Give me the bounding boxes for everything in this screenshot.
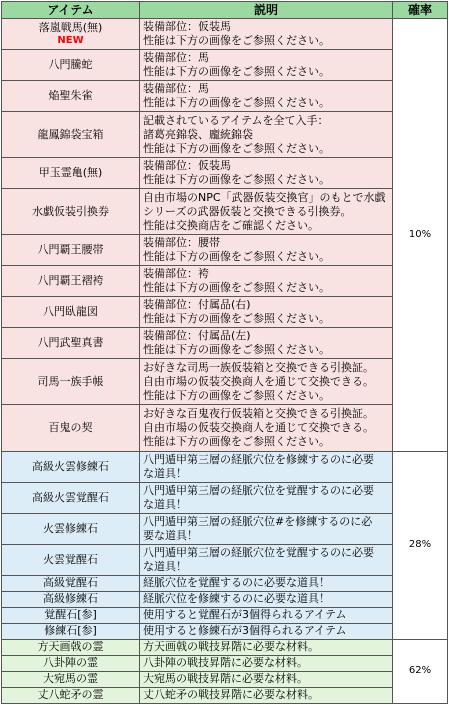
item-name: 甲玉霊亀(無)	[38, 166, 103, 180]
table-row	[2, 513, 448, 544]
item-name: 覚醒石[参]	[44, 608, 97, 622]
item-name-cell	[2, 655, 140, 671]
table-row	[2, 544, 448, 575]
table-row	[2, 591, 448, 607]
item-name-cell	[2, 544, 140, 575]
description-line: シリーズの武器仮装と交換できる引換券。	[143, 204, 352, 218]
item-name: 火雲覚醒石	[43, 552, 98, 566]
item-description-cell	[140, 297, 393, 328]
description-line: 自由市場の仮装交換商人を通じて交換できる。	[143, 374, 374, 388]
item-description-cell	[140, 235, 393, 266]
description-line: 性能は交換商店をご確認ください。	[143, 218, 319, 232]
item-description-cell	[140, 687, 393, 703]
description-line: 装備部位：仮装馬	[143, 20, 231, 34]
description-line: 性能は下方の画像をご参照ください。	[143, 312, 330, 326]
item-name: 火雲修練石	[43, 521, 98, 535]
item-name: 落嵐戦馬(無)	[38, 21, 103, 35]
item-name-cell	[2, 297, 140, 328]
table-row	[2, 112, 448, 158]
item-name-cell	[2, 112, 140, 158]
table-row	[2, 607, 448, 623]
table-row	[2, 81, 448, 112]
description-line: 方天画戟の戦技昇階に必要な材料。	[143, 640, 319, 654]
table-row	[2, 19, 448, 50]
item-name: 高級火雲覚醒石	[32, 490, 109, 504]
description-line: お好きな司馬一族仮装箱と交換できる引換証。	[143, 360, 374, 374]
description-line: 装備部位：付属品(右)	[143, 298, 251, 312]
item-description-cell	[140, 328, 393, 359]
item-name-cell	[2, 513, 140, 544]
item-name-cell	[2, 405, 140, 451]
description-line: 使用すると覚醒石が3個得られるアイテム	[143, 608, 347, 622]
item-name-cell	[2, 328, 140, 359]
description-line: 装備部位：袴	[143, 267, 209, 281]
table-row	[2, 189, 448, 235]
header-item: アイテム	[2, 2, 140, 19]
description-line: 記載されているアイテムを全て入手：	[143, 113, 329, 127]
item-name-cell	[2, 189, 140, 235]
item-description-cell	[140, 513, 393, 544]
table-row	[2, 671, 448, 687]
probability-table-container	[1, 1, 447, 704]
item-description-cell	[140, 189, 393, 235]
description-line: お好きな百鬼夜行仮装箱と交換できる引換証。	[143, 406, 374, 420]
item-name-cell	[2, 671, 140, 687]
item-name-cell	[2, 81, 140, 112]
item-name: 高級修練石	[43, 592, 98, 606]
item-description-cell	[140, 19, 393, 50]
item-name-cell	[2, 575, 140, 591]
item-name-cell	[2, 50, 140, 81]
table-row	[2, 158, 448, 189]
description-line: 性能は下方の画像をご参照ください。	[143, 434, 330, 448]
item-name: 焔聖朱雀	[48, 89, 93, 103]
description-line: 経脈穴位を修練するのに必要な道具！	[143, 592, 330, 606]
item-description-cell	[140, 639, 393, 655]
description-line: な道具！	[143, 466, 187, 480]
header-rate: 確率	[393, 2, 448, 19]
description-line: 使用すると修練石が3個得られるアイテム	[143, 624, 347, 638]
item-name: 大宛馬の霊	[43, 672, 98, 686]
table-row	[2, 235, 448, 266]
item-name-cell	[2, 623, 140, 639]
item-name-cell	[2, 266, 140, 297]
item-description-cell	[140, 359, 393, 405]
description-line: 性能は下方の画像をご参照ください。	[143, 281, 330, 295]
description-line: 八卦陣の戦技昇階に必要な材料。	[143, 656, 308, 670]
description-line: な道具！	[143, 497, 187, 511]
description-line: 性能は下方の画像をご参照ください。	[143, 65, 330, 79]
item-name: 八門覇王褶袴	[37, 274, 104, 288]
description-line: 性能は下方の画像をご参照ください。	[143, 173, 330, 187]
item-name: 八門武聖真書	[37, 336, 104, 350]
item-description-cell	[140, 591, 393, 607]
description-line: 大宛馬の戦技昇階に必要な材料。	[143, 672, 308, 686]
description-line: 諸葛亮錦袋、龐統錦袋	[143, 127, 253, 141]
item-name-cell	[2, 482, 140, 513]
table-row	[2, 328, 448, 359]
header-description: 説明	[140, 2, 393, 19]
description-line: 性能は下方の画像をご参照ください。	[143, 96, 330, 110]
description-line: 自由市場のNPC「武器仮装交換官」のもとで水戯	[143, 190, 386, 204]
item-description-cell	[140, 655, 393, 671]
table-row	[2, 266, 448, 297]
description-line: 八門遁甲第三層の経脈穴位#を修練するのに必	[143, 514, 373, 528]
item-name-cell	[2, 607, 140, 623]
description-line: 丈八蛇矛の戦技昇階に必要な材料。	[143, 688, 319, 702]
description-line: 装備部位：仮装馬	[143, 159, 231, 173]
item-description-cell	[140, 575, 393, 591]
item-name-cell	[2, 359, 140, 405]
description-line: 八門遁甲第三層の経脈穴位を修練するのに必要	[143, 452, 374, 466]
group-rate-cell: 62%	[393, 639, 448, 703]
item-name: 八門臥龍図	[43, 305, 98, 319]
description-line: 性能は下方の画像をご参照ください。	[143, 34, 330, 48]
item-name: 司馬一族手帳	[37, 374, 104, 388]
item-name: 百鬼の契	[48, 420, 93, 434]
description-line: な道具！	[143, 559, 187, 573]
item-name: 高級覚醒石	[43, 576, 98, 590]
table-row	[2, 297, 448, 328]
header-row	[2, 2, 448, 19]
item-description-cell	[140, 482, 393, 513]
table-row	[2, 405, 448, 451]
item-description-cell	[140, 607, 393, 623]
description-line: 性能は下方の画像をご参照ください。	[143, 388, 330, 402]
table-row	[2, 451, 448, 482]
item-name: 八門騰蛇	[48, 58, 93, 72]
item-name-cell	[2, 591, 140, 607]
table-row	[2, 575, 448, 591]
item-name: 高級火雲修練石	[32, 459, 109, 473]
item-name: 修練石[参]	[44, 624, 97, 638]
item-description-cell	[140, 266, 393, 297]
item-name-cell	[2, 158, 140, 189]
description-line: 八門遁甲第三層の経脈穴位を覚醒するのに必要	[143, 483, 374, 497]
item-name: 丈八蛇矛の霊	[37, 688, 104, 702]
description-line: 性能は下方の画像をご参照ください。	[143, 343, 330, 357]
table-row	[2, 482, 448, 513]
item-name-cell	[2, 451, 140, 482]
table-row	[2, 50, 448, 81]
item-name: 八門覇王腰帯	[37, 243, 104, 257]
item-name: 龍鳳錦袋宝箱	[37, 127, 104, 141]
description-line: 八門遁甲第三層の経脈穴位を覚醒するのに必要	[143, 545, 374, 559]
probability-table	[1, 1, 448, 704]
table-row	[2, 359, 448, 405]
description-line: 性能は下方の画像をご参照ください。	[143, 250, 330, 264]
item-description-cell	[140, 158, 393, 189]
description-line: 装備部位：付属品(左)	[143, 329, 251, 343]
table-body	[2, 19, 448, 704]
table-row	[2, 655, 448, 671]
description-line: 装備部位：腰帯	[143, 236, 220, 250]
item-name-cell	[2, 639, 140, 655]
item-name-cell	[2, 687, 140, 703]
description-line: 要な道具！	[143, 528, 198, 542]
item-description-cell	[140, 50, 393, 81]
group-rate-cell: 28%	[393, 451, 448, 639]
item-description-cell	[140, 671, 393, 687]
item-name: 八卦陣の霊	[43, 656, 98, 670]
item-description-cell	[140, 405, 393, 451]
group-rate-cell: 10%	[393, 19, 448, 452]
description-line: 性能は下方の画像をご参照ください。	[143, 141, 330, 155]
new-badge: NEW	[57, 35, 84, 47]
item-description-cell	[140, 112, 393, 158]
description-line: 装備部位：馬	[143, 51, 209, 65]
item-description-cell	[140, 81, 393, 112]
item-name-cell	[2, 19, 140, 50]
description-line: 装備部位：馬	[143, 82, 209, 96]
item-name: 水戯仮装引換券	[32, 204, 109, 218]
description-line: 経脈穴位を覚醒するのに必要な道具！	[143, 576, 330, 590]
item-description-cell	[140, 451, 393, 482]
item-description-cell	[140, 544, 393, 575]
item-name: 方天画戟の霊	[37, 640, 104, 654]
description-line: 自由市場の仮装交換商人を通じて交換できる。	[143, 420, 374, 434]
table-row	[2, 687, 448, 703]
table-row	[2, 623, 448, 639]
table-row	[2, 639, 448, 655]
item-description-cell	[140, 623, 393, 639]
item-name-cell	[2, 235, 140, 266]
